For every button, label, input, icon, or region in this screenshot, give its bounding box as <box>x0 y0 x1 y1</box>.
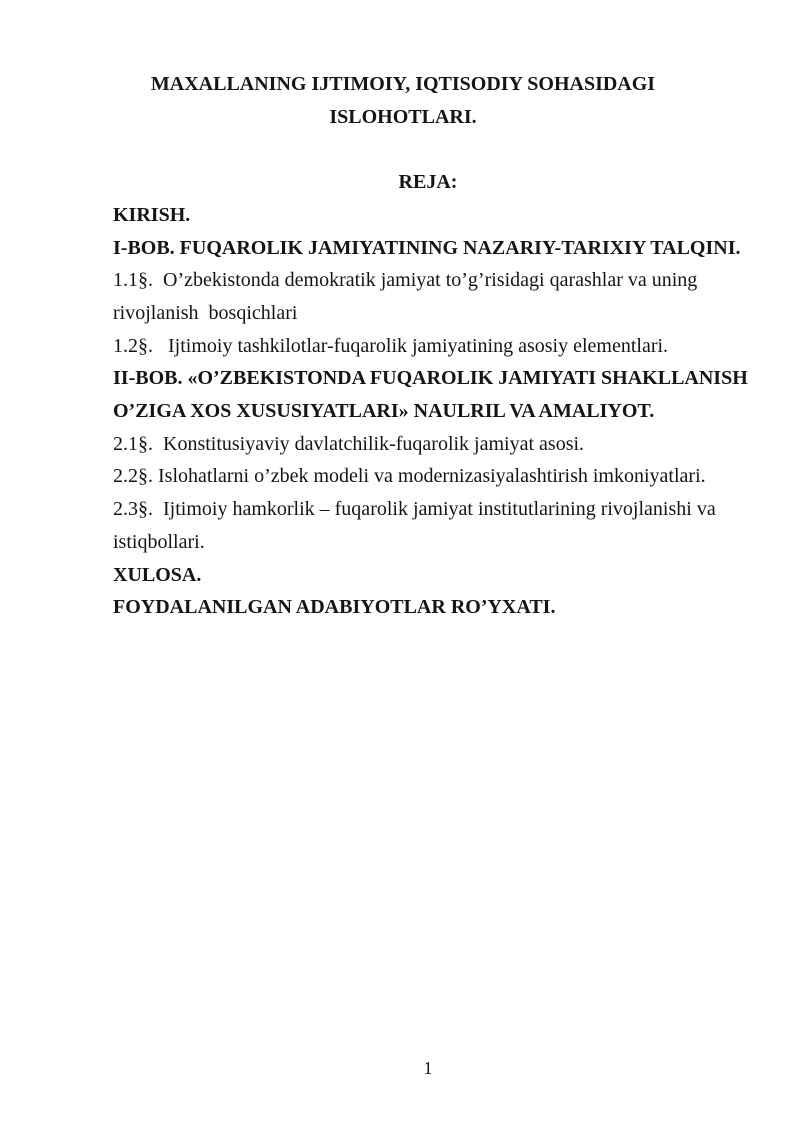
chapter-2-heading-line-1: II-BOB. «O’ZBEKISTONDA FUQAROLIK JAMIYATI SHAKLLANISH <box>113 367 748 390</box>
xulosa-heading: XULOSA. <box>113 563 202 586</box>
item-1-1-line-1: 1.1§. O’zbekistonda demokratik jamiyat to’g’risidagi qarashlar va uning <box>113 269 698 292</box>
page-number: 1 <box>423 1058 433 1078</box>
reja-heading: REJA: <box>398 171 458 194</box>
chapter-2-heading-line-2: O’ZIGA XOS XUSUSIYATLARI» NAULRIL VA AMALIYOT. <box>113 400 655 423</box>
item-2-2: 2.2§. Islohatlarni o’zbek modeli va modernizasiyalashtirish imkoniyatlari. <box>113 465 706 488</box>
document-body <box>113 68 748 624</box>
item-2-3-line-1: 2.3§. Ijtimoiy hamkorlik – fuqarolik jamiyat institutlarining rivojlanishi va <box>113 498 716 521</box>
item-1-1-line-2: rivojlanish bosqichlari <box>113 301 298 324</box>
item-1-2: 1.2§. Ijtimoiy tashkilotlar-fuqarolik jamiyatining asosiy elementlari. <box>113 334 669 357</box>
title-line-2: ISLOHOTLARI. <box>329 105 477 128</box>
kirish-heading: KIRISH. <box>113 203 191 226</box>
chapter-1-heading: I-BOB. FUQAROLIK JAMIYATINING NAZARIY-TARIXIY TALQINI. <box>113 236 741 259</box>
item-2-1: 2.1§. Konstitusiyaviy davlatchilik-fuqarolik jamiyat asosi. <box>113 432 585 455</box>
title-line-1: MAXALLANING IJTIMOIY, IQTISODIY SOHASIDAGI <box>150 73 656 95</box>
bibliography-heading: FOYDALANILGAN ADABIYOTLAR RO’YXATI. <box>113 596 556 619</box>
blank-line <box>113 133 743 166</box>
item-2-3-line-2: istiqbollari. <box>113 530 205 553</box>
